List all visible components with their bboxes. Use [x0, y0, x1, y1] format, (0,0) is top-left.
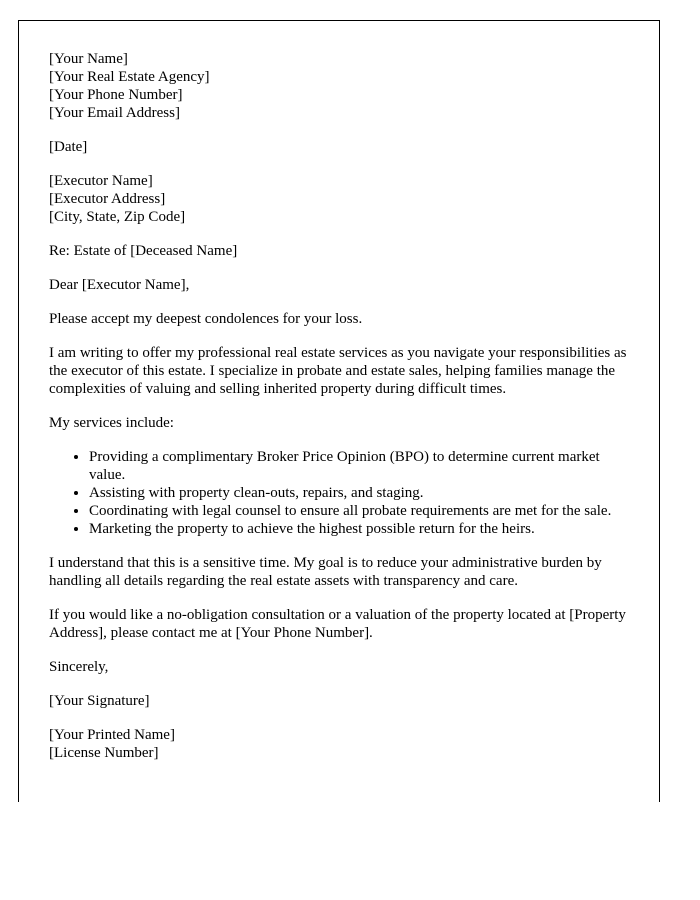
body-paragraph: If you would like a no-obligation consultation or a valuation of the property located at [Property Address], please contact me at [Your Phone Number]. — [49, 607, 626, 641]
list-item: • Assisting with property clean-outs, repairs, and staging. — [89, 484, 629, 502]
body-paragraph: I understand that this is a sensitive time. My goal is to reduce your administrative burden by handling all details regarding the real estate assets with transparency and care. — [49, 555, 602, 589]
recipient-address: [Executor Address] — [49, 191, 166, 207]
services-list — [49, 448, 629, 538]
license-number: [License Number] — [49, 745, 159, 761]
letter-page — [18, 20, 660, 802]
printed-name: [Your Printed Name] — [49, 727, 175, 743]
sender-email: [Your Email Address] — [49, 105, 180, 121]
salutation: Dear [Executor Name], — [49, 277, 190, 293]
printed-name-block — [49, 726, 629, 762]
sender-agency: [Your Real Estate Agency] — [49, 69, 210, 85]
subject-line: Re: Estate of [Deceased Name] — [49, 243, 238, 259]
list-item: • Coordinating with legal counsel to ensure all probate requirements are met for the sale. — [89, 502, 629, 520]
list-item: • Providing a complimentary Broker Price Opinion (BPO) to determine current market value. — [89, 448, 629, 484]
recipient-name: [Executor Name] — [49, 173, 153, 189]
recipient-city: [City, State, Zip Code] — [49, 209, 186, 225]
signature: [Your Signature] — [49, 693, 150, 709]
body-paragraph: Please accept my deepest condolences for your loss. — [49, 311, 363, 327]
list-item: • Marketing the property to achieve the highest possible return for the heirs. — [89, 520, 629, 538]
body-paragraph: I am writing to offer my professional real estate services as you navigate your responsibilities as the executor of this estate. I specialize in probate and estate sales, helping families manage the complexities of valuing and selling inherited property during difficult times. — [49, 345, 627, 397]
signoff: Sincerely, — [49, 659, 109, 675]
sender-name: [Your Name] — [49, 51, 128, 67]
letter-date: [Date] — [49, 139, 88, 155]
services-intro: My services include: — [49, 415, 174, 431]
sender-block — [49, 50, 629, 122]
sender-phone: [Your Phone Number] — [49, 87, 183, 103]
recipient-block — [49, 172, 629, 226]
